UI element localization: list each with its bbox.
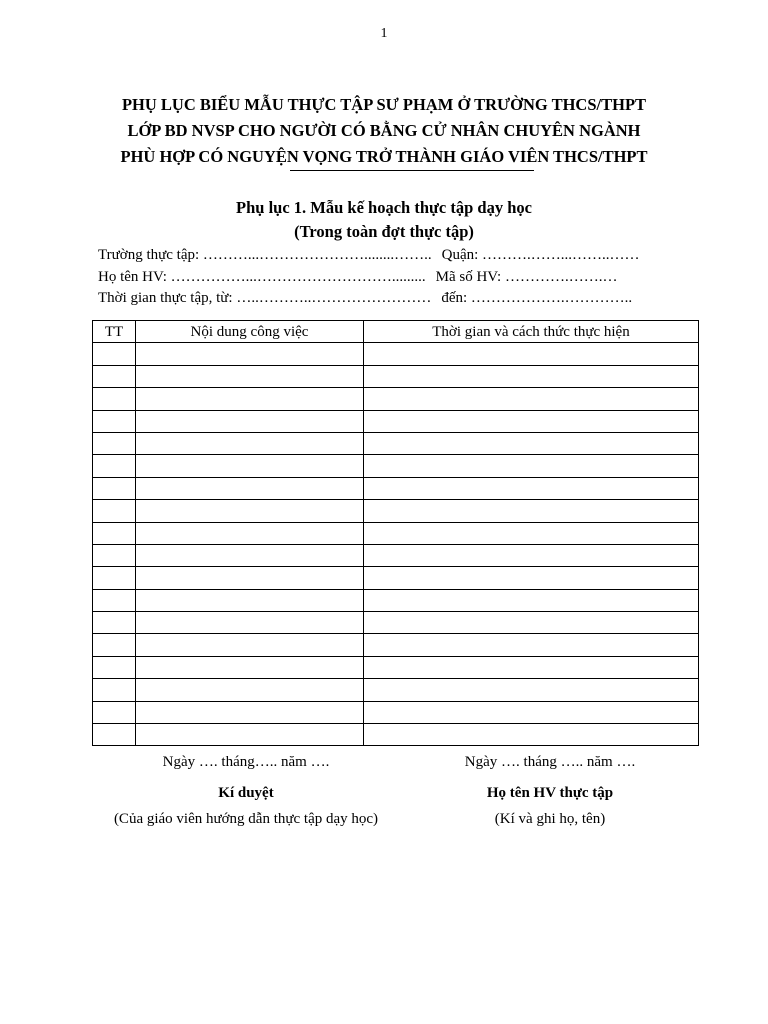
table-row [93,410,699,432]
time-method-cell[interactable] [364,544,699,566]
tt-cell[interactable] [93,522,136,544]
content-cell[interactable] [136,724,364,746]
approval-signature-block [96,752,396,829]
tt-cell[interactable] [93,343,136,365]
table-row [93,522,699,544]
time-method-cell[interactable] [364,500,699,522]
content-cell[interactable] [136,612,364,634]
time-method-cell[interactable] [364,388,699,410]
column-header-time-method: Thời gian và cách thức thực hiện [364,321,699,343]
content-cell[interactable] [136,477,364,499]
time-method-cell[interactable] [364,410,699,432]
content-cell[interactable] [136,343,364,365]
content-cell[interactable] [136,701,364,723]
tt-cell[interactable] [93,701,136,723]
tt-cell[interactable] [93,679,136,701]
table-row [93,455,699,477]
table-row [93,365,699,387]
appendix-title: Phụ lục 1. Mẫu kế hoạch thực tập dạy học [236,198,532,217]
content-cell[interactable] [136,634,364,656]
appendix-header [0,196,768,244]
content-cell[interactable] [136,365,364,387]
table-row [93,679,699,701]
school-field[interactable]: Trường thực tập: ………...…………………........…….. [98,247,432,263]
approval-note: (Của giáo viên hướng dẫn thực tập dạy học) [113,811,379,827]
table-row [93,567,699,589]
tt-cell[interactable] [93,410,136,432]
approval-date: Ngày …. tháng….. năm …. [162,754,330,770]
content-cell[interactable] [136,679,364,701]
tt-cell[interactable] [93,432,136,454]
tt-cell[interactable] [93,477,136,499]
table-row [93,544,699,566]
table-row [93,432,699,454]
district-field[interactable]: Quận: ……….……...……..…… [441,247,640,263]
tt-cell[interactable] [93,388,136,410]
tt-cell[interactable] [93,656,136,678]
student-date: Ngày …. tháng ….. năm …. [464,754,636,770]
tt-cell[interactable] [93,455,136,477]
period-line [98,288,718,310]
tt-cell[interactable] [93,500,136,522]
tt-cell[interactable] [93,724,136,746]
student-id-field[interactable]: Mã số HV: ………….…….… [435,268,618,285]
table-row [93,656,699,678]
content-cell[interactable] [136,500,364,522]
school-line [98,245,718,267]
student-signature-title: Họ tên HV thực tập [486,785,614,801]
tt-cell[interactable] [93,612,136,634]
student-signature-note: (Kí và ghi họ, tên) [494,811,606,827]
content-cell[interactable] [136,432,364,454]
tt-cell[interactable] [93,365,136,387]
time-method-cell[interactable] [364,343,699,365]
time-method-cell[interactable] [364,724,699,746]
time-method-cell[interactable] [364,656,699,678]
column-header-content: Nội dung công việc [136,321,364,343]
content-cell[interactable] [136,589,364,611]
table-row [93,500,699,522]
content-cell[interactable] [136,388,364,410]
tt-cell[interactable] [93,567,136,589]
heading-line-3: PHÙ HỢP CÓ NGUYỆN VỌNG TRỞ THÀNH GIÁO VIÊN THCS/THPT [120,147,648,166]
time-method-cell[interactable] [364,634,699,656]
heading-line-2: LỚP BD NVSP CHO NGƯỜI CÓ BẰNG CỬ NHÂN CHUYÊN NGÀNH [127,121,641,140]
period-to-field[interactable]: đến: ……………….………….. [441,290,633,306]
table-row [93,634,699,656]
page-number: 1 [380,26,388,41]
student-signature-block [400,752,700,829]
content-cell[interactable] [136,455,364,477]
table-row [93,388,699,410]
content-cell[interactable] [136,567,364,589]
heading-divider [290,170,534,171]
time-method-cell[interactable] [364,455,699,477]
content-cell[interactable] [136,410,364,432]
time-method-cell[interactable] [364,477,699,499]
table-row [93,589,699,611]
table-body [93,343,699,746]
period-from-field[interactable]: Thời gian thực tập, từ: …..………..…………………… [98,290,432,306]
content-cell[interactable] [136,656,364,678]
column-header-tt: TT [93,321,136,343]
approval-title: Kí duyệt [218,785,274,801]
time-method-cell[interactable] [364,522,699,544]
time-method-cell[interactable] [364,701,699,723]
appendix-subtitle: (Trong toàn đợt thực tập) [294,222,474,241]
table-row [93,701,699,723]
tt-cell[interactable] [93,634,136,656]
time-method-cell[interactable] [364,679,699,701]
content-cell[interactable] [136,544,364,566]
time-method-cell[interactable] [364,432,699,454]
content-cell[interactable] [136,522,364,544]
table-row [93,724,699,746]
table-header-row [93,321,699,343]
time-method-cell[interactable] [364,589,699,611]
tt-cell[interactable] [93,589,136,611]
time-method-cell[interactable] [364,567,699,589]
name-line [98,267,718,289]
tt-cell[interactable] [93,544,136,566]
document-heading [60,92,708,170]
heading-line-1: PHỤ LỤC BIỂU MẪU THỰC TẬP SƯ PHẠM Ở TRƯỜNG THCS/THPT [121,95,647,114]
student-name-field[interactable]: Họ tên HV: ……………...………………………......... [98,268,426,285]
time-method-cell[interactable] [364,365,699,387]
table-row [93,343,699,365]
info-section [98,245,718,310]
time-method-cell[interactable] [364,612,699,634]
plan-table [92,320,699,746]
table-row [93,612,699,634]
table-row [93,477,699,499]
